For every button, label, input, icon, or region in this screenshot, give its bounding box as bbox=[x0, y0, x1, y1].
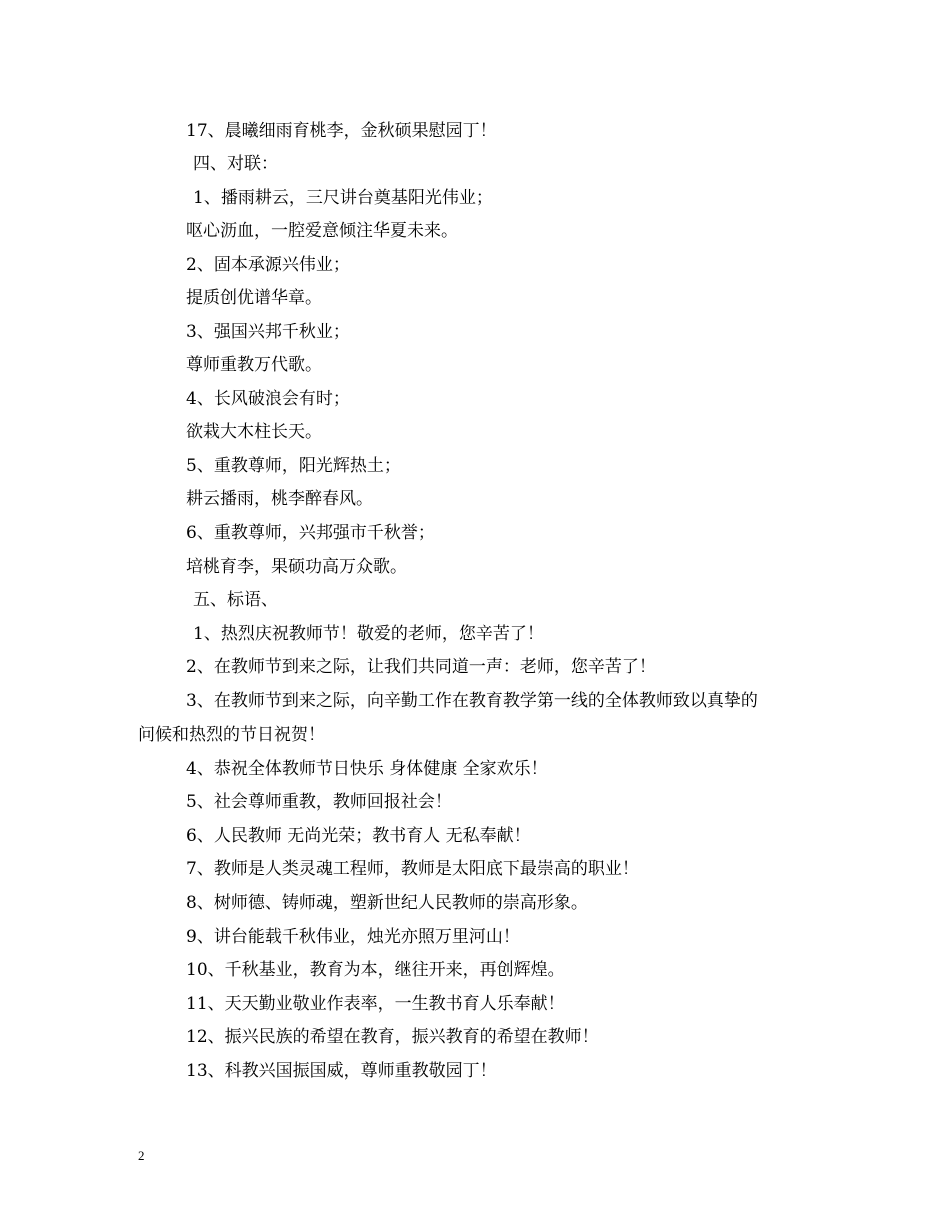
text-line: 问候和热烈的节日祝贺！ bbox=[138, 725, 325, 745]
text-line: 1、热烈庆祝教师节！敬爱的老师，您辛苦了！ bbox=[193, 624, 544, 644]
text-line: 12、振兴民族的希望在教育，振兴教育的希望在教师！ bbox=[186, 1027, 599, 1047]
text-line: 6、人民教师 无尚光荣；教书育人 无私奉献！ bbox=[186, 826, 531, 846]
text-line: 呕心沥血，一腔爱意倾注华夏未来。 bbox=[186, 221, 458, 241]
text-line: 培桃育李，果硕功高万众歌。 bbox=[186, 557, 407, 577]
text-line: 4、恭祝全体教师节日快乐 身体健康 全家欢乐！ bbox=[186, 759, 548, 779]
text-line: 5、社会尊师重教，教师回报社会！ bbox=[186, 792, 452, 812]
text-line: 9、讲台能载千秋伟业，烛光亦照万里河山！ bbox=[186, 927, 520, 947]
section-heading: 五、标语、 bbox=[193, 590, 278, 610]
text-line: 11、天天勤业敬业作表率，一生教书育人乐奉献！ bbox=[186, 994, 565, 1014]
text-line: 3、在教师节到来之际，向辛勤工作在教育教学第一线的全体教师致以真挚的 bbox=[186, 691, 758, 711]
text-line: 2、在教师节到来之际，让我们共同道一声：老师，您辛苦了！ bbox=[186, 657, 656, 677]
text-line: 耕云播雨，桃李醉春风。 bbox=[186, 489, 373, 509]
text-line: 8、树师德、铸师魂，塑新世纪人民教师的崇高形象。 bbox=[186, 893, 588, 913]
text-line: 3、强国兴邦千秋业； bbox=[186, 322, 350, 342]
text-line: 17、晨曦细雨育桃李，金秋硕果慰园丁！ bbox=[186, 121, 497, 141]
text-line: 2、固本承源兴伟业； bbox=[186, 255, 350, 275]
text-line: 5、重教尊师，阳光辉热土； bbox=[186, 456, 401, 476]
text-line: 尊师重教万代歌。 bbox=[186, 355, 322, 375]
text-line: 13、科教兴国振国威，尊师重教敬园丁！ bbox=[186, 1061, 497, 1081]
text-line: 7、教师是人类灵魂工程师，教师是太阳底下最崇高的职业！ bbox=[186, 859, 639, 879]
text-line: 1、播雨耕云，三尺讲台奠基阳光伟业； bbox=[193, 188, 493, 208]
page-number: 2 bbox=[138, 1148, 145, 1163]
text-line: 4、长风破浪会有时； bbox=[186, 389, 350, 409]
section-heading: 四、对联： bbox=[193, 154, 278, 174]
text-line: 欲栽大木柱长天。 bbox=[186, 422, 322, 442]
text-line: 10、千秋基业，教育为本，继往开来，再创辉煌。 bbox=[186, 960, 565, 980]
text-line: 提质创优谱华章。 bbox=[186, 288, 322, 308]
text-line: 6、重教尊师，兴邦强市千秋誉； bbox=[186, 523, 435, 543]
